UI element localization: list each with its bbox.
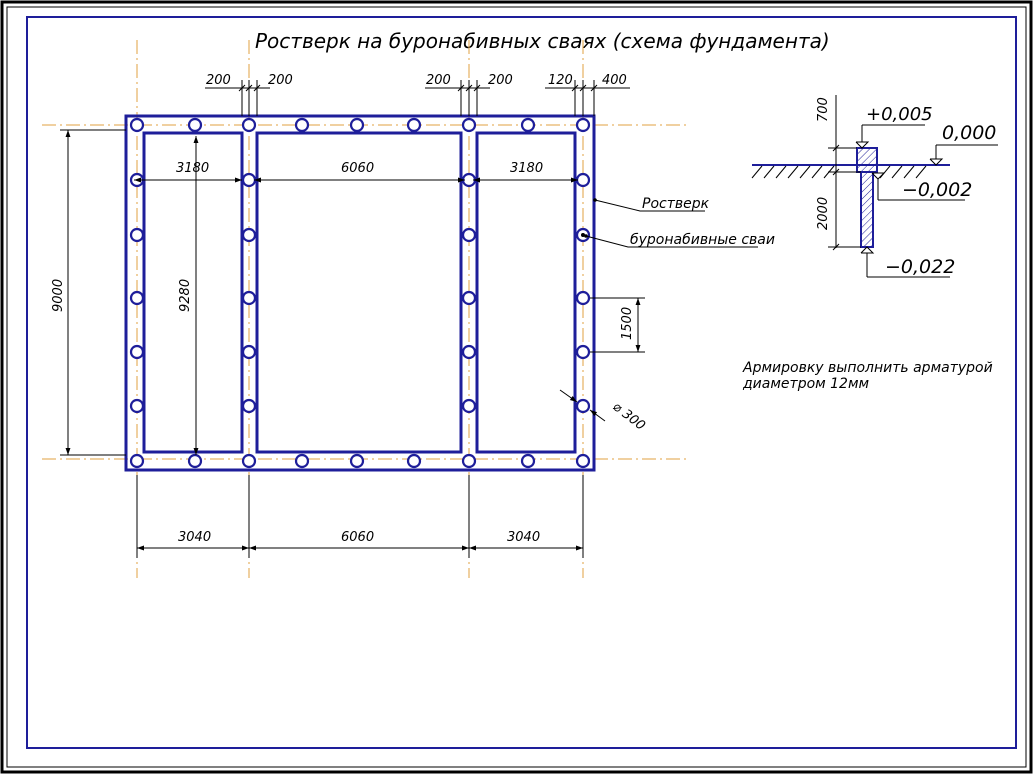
pile [296, 455, 308, 467]
pile [577, 119, 589, 131]
pile [463, 400, 475, 412]
dim-top-1: 200 [206, 73, 231, 88]
pile [243, 292, 255, 304]
pile [351, 119, 363, 131]
pile [408, 455, 420, 467]
note-line-2: диаметром 12мм [743, 376, 870, 392]
pile [243, 346, 255, 358]
pile [243, 119, 255, 131]
pile [522, 455, 534, 467]
dim-bottom-left: 3040 [178, 530, 212, 545]
dim-bottom-right: 3040 [507, 530, 541, 545]
level-ground: 0,000 [942, 122, 997, 144]
pile [351, 455, 363, 467]
pile [522, 119, 534, 131]
dim-inner-left: 3180 [176, 161, 210, 176]
pile [131, 119, 143, 131]
dim-vertical-inner: 9280 [178, 278, 193, 312]
dim-top-4: 200 [488, 73, 513, 88]
pile [463, 119, 475, 131]
section-dim-700: 700 [816, 97, 831, 122]
pile [243, 229, 255, 241]
pile [131, 292, 143, 304]
pile [577, 292, 589, 304]
dim-top-6: 400 [602, 73, 627, 88]
level-top: +0,005 [866, 104, 933, 125]
dim-pile-step: 1500 [620, 306, 635, 340]
pile [131, 346, 143, 358]
overall-vertical-dimension [60, 130, 126, 455]
pile [131, 400, 143, 412]
label-piles: буронабивные сваи [630, 232, 775, 248]
pile-diameter-label: ⌀ 300 [609, 399, 648, 434]
dim-inner-middle: 6060 [341, 161, 375, 176]
pile [189, 455, 201, 467]
dim-top-3: 200 [426, 73, 451, 88]
pile [131, 229, 143, 241]
pile [577, 400, 589, 412]
pile [131, 455, 143, 467]
pile [408, 119, 420, 131]
pile [463, 455, 475, 467]
pile [189, 119, 201, 131]
section-dim-2000: 2000 [816, 196, 831, 230]
pile [577, 174, 589, 186]
pile [243, 455, 255, 467]
dim-vertical-overall: 9000 [51, 278, 66, 312]
pile-step-dimension [590, 298, 645, 352]
label-rostverk: Ростверк [642, 196, 710, 212]
level-mid: −0,002 [902, 179, 973, 201]
pile [243, 174, 255, 186]
dim-top-2: 200 [268, 73, 293, 88]
pile [577, 455, 589, 467]
pile [577, 346, 589, 358]
pile [463, 292, 475, 304]
pile [296, 119, 308, 131]
dim-inner-right: 3180 [510, 161, 544, 176]
drawing-title: Ростверк на буронабивных сваях (схема фундамента) [255, 29, 830, 53]
dim-top-5: 120 [548, 73, 573, 88]
note-line-1: Армировку выполнить арматурой [743, 360, 993, 376]
bottom-dimensions [137, 475, 583, 558]
level-bottom: −0,022 [885, 256, 956, 278]
dim-bottom-middle: 6060 [341, 530, 375, 545]
pile [463, 229, 475, 241]
pile [243, 400, 255, 412]
pile [463, 346, 475, 358]
